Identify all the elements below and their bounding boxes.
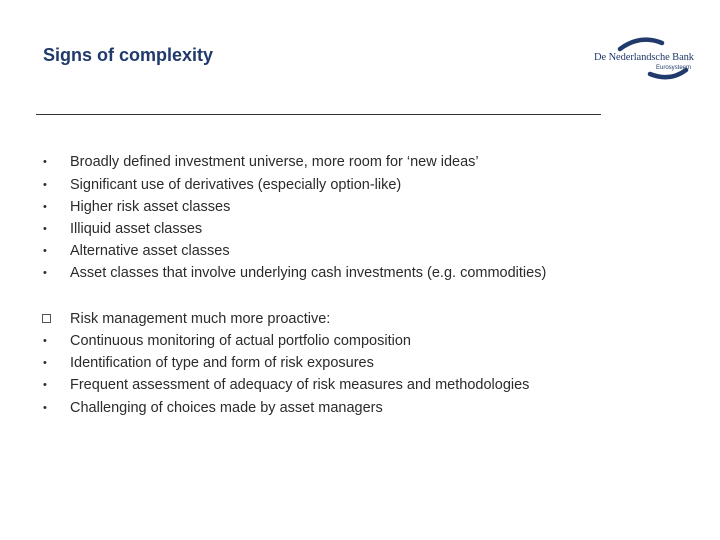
bullet-icon: •	[43, 335, 47, 347]
title-divider	[36, 114, 601, 115]
list-item-text: Broadly defined investment universe, more room for ‘new ideas’	[70, 154, 479, 170]
list-item-text: Frequent assessment of adequacy of risk measures and methodologies	[70, 377, 530, 393]
dnb-logo	[590, 36, 700, 82]
list-item-text: Alternative asset classes	[70, 243, 230, 259]
bullet-icon: •	[43, 357, 47, 369]
bullet-icon: •	[43, 402, 47, 414]
bullet-icon: •	[43, 201, 47, 213]
list-item-text: Identification of type and form of risk exposures	[70, 355, 374, 371]
list-item-text: Illiquid asset classes	[70, 221, 203, 237]
list-item-text: Continuous monitoring of actual portfolio composition	[70, 333, 411, 349]
logo-name: De Nederlandsche Bank	[594, 52, 694, 63]
slide-title: Signs of complexity	[43, 45, 214, 65]
bullet-icon: •	[43, 223, 47, 235]
list-item-text: Asset classes that involve underlying cash investments (e.g. commodities)	[70, 265, 547, 281]
list-item-text: Significant use of derivatives (especially option-like)	[70, 177, 402, 193]
bullet-icon: •	[43, 156, 47, 168]
list-header-text: Risk management much more proactive:	[70, 311, 331, 327]
list-item-text: Challenging of choices made by asset managers	[70, 400, 383, 416]
bullet-icon: •	[43, 245, 47, 257]
bullet-icon: •	[43, 267, 47, 279]
bullet-icon: •	[43, 179, 47, 191]
list-item-text: Higher risk asset classes	[70, 199, 231, 215]
box-icon	[42, 314, 51, 323]
bullet-icon: •	[43, 379, 47, 391]
logo-subtitle: Eurosysteem	[656, 65, 692, 71]
